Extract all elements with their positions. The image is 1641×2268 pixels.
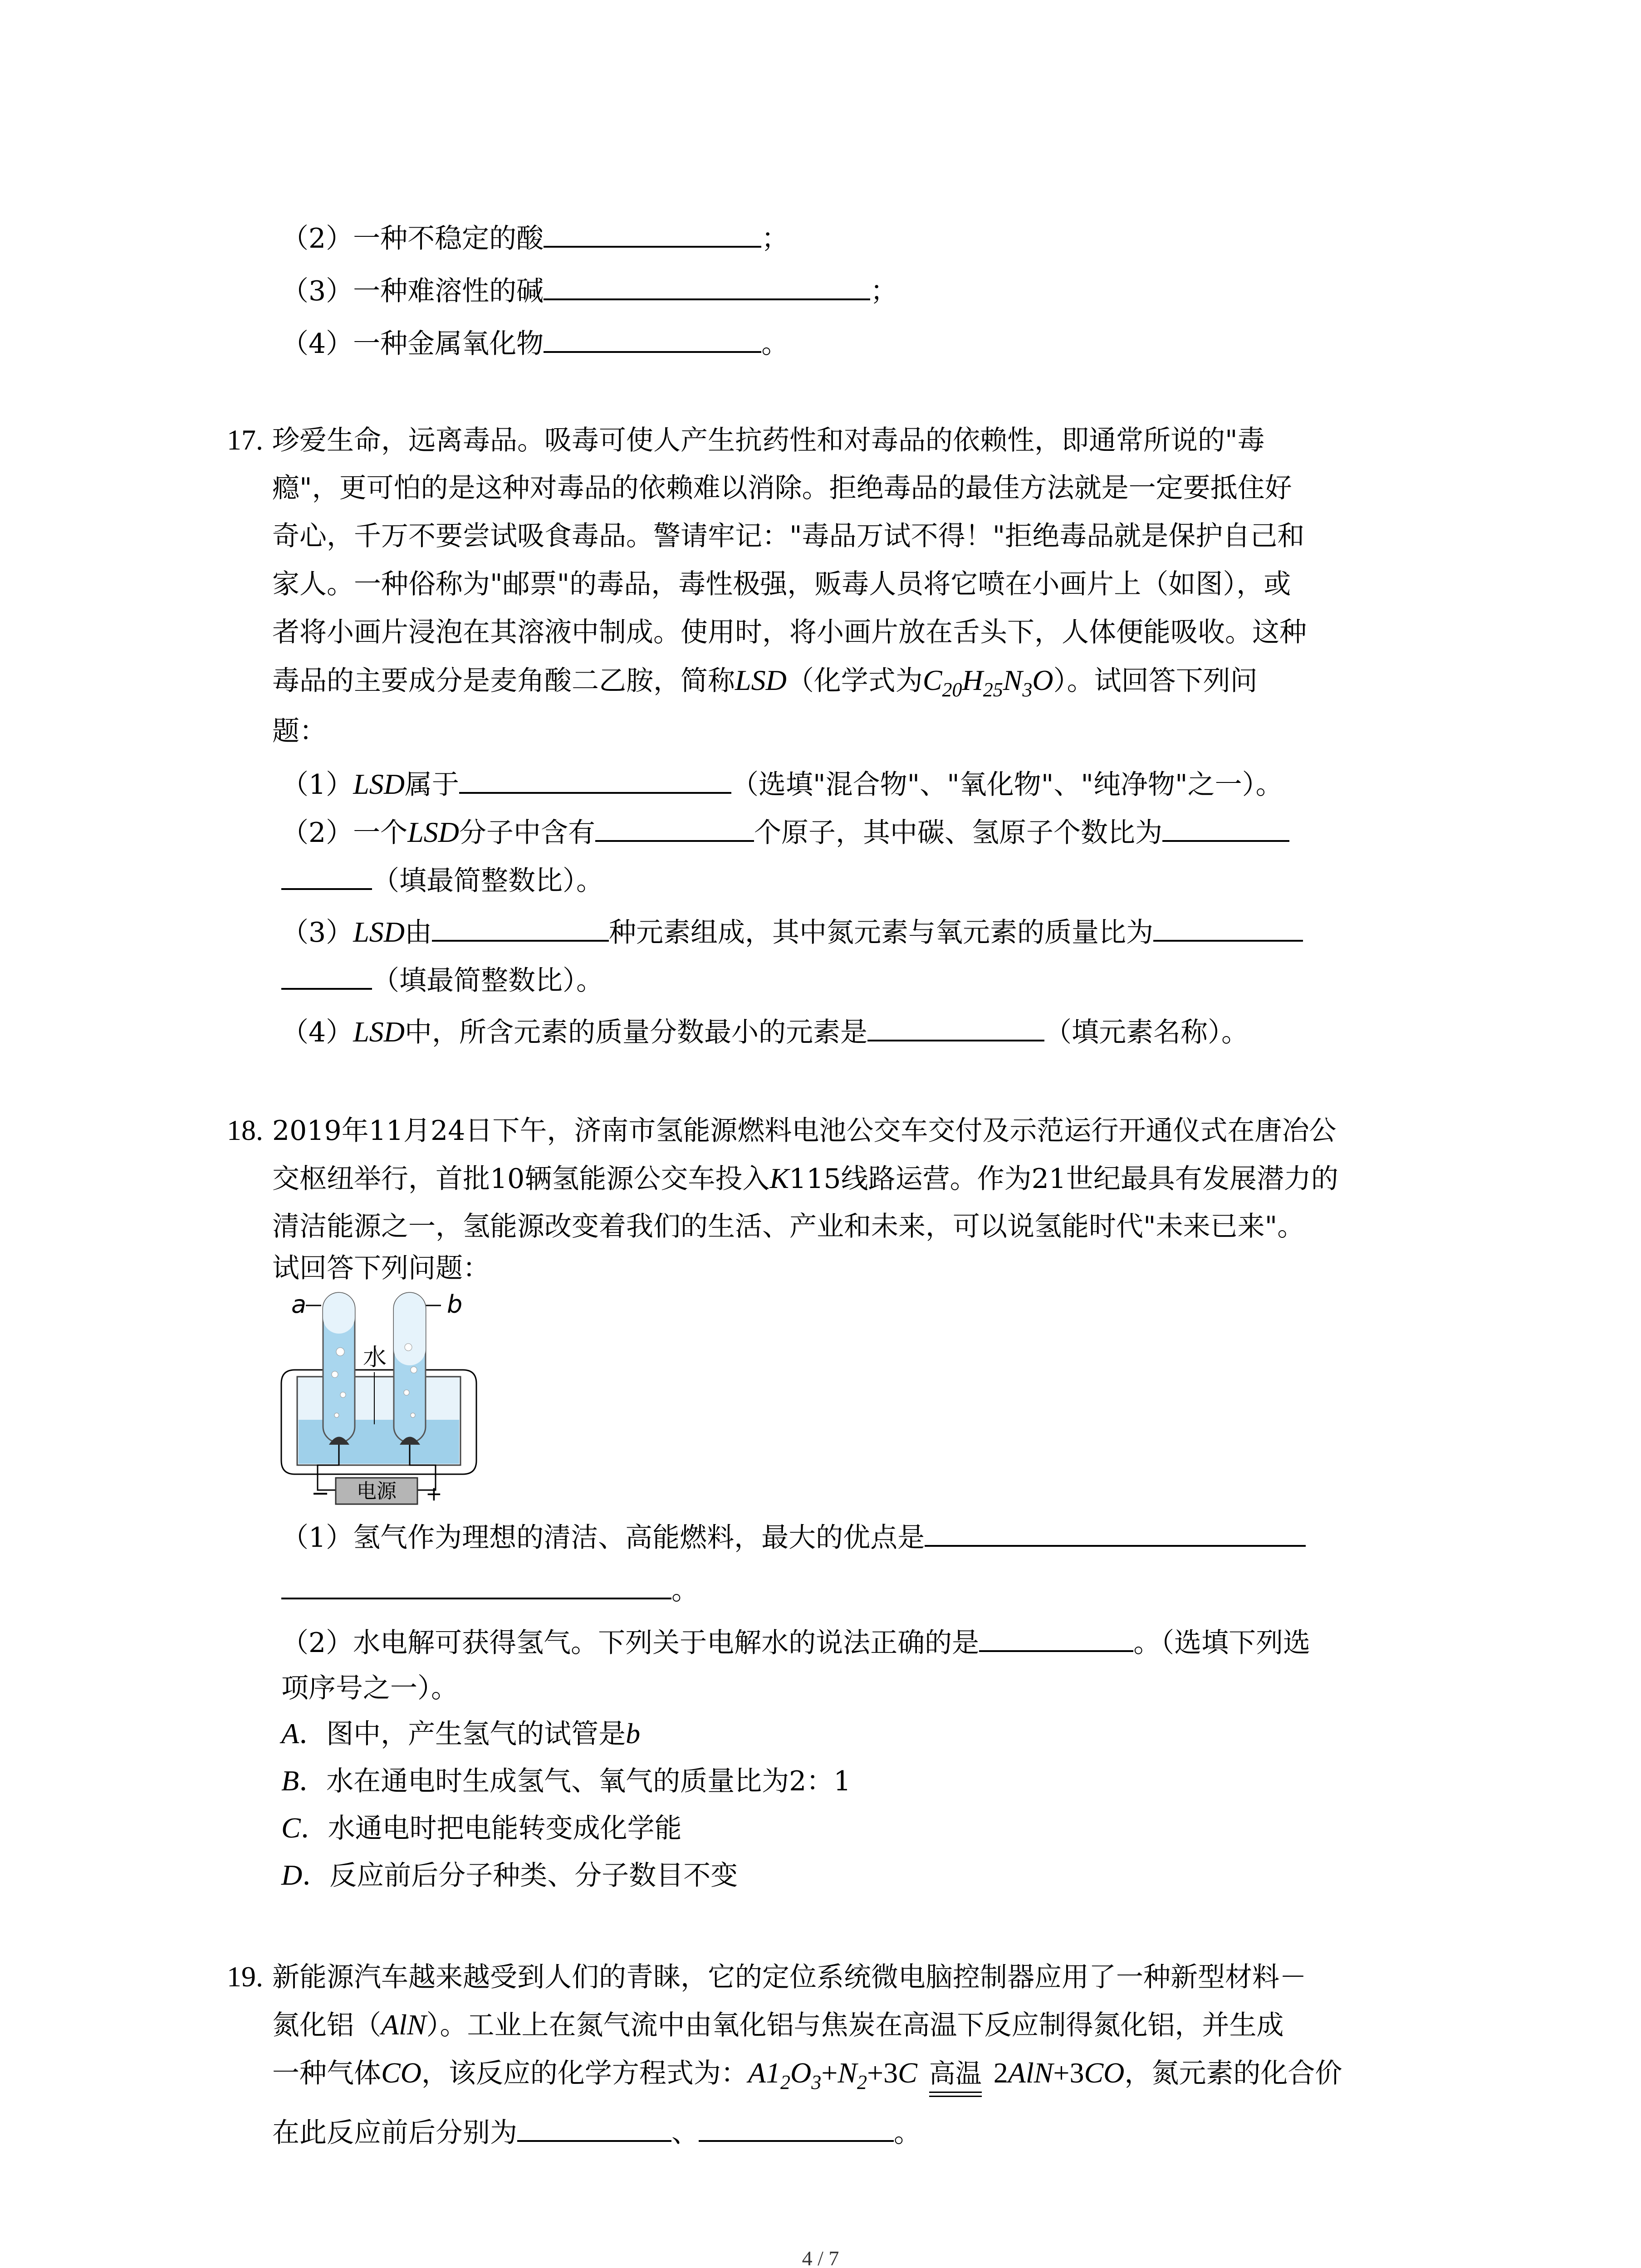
q17-line-5 (272, 614, 1307, 650)
gas-a (323, 1293, 355, 1334)
tube-label-b: b (447, 1290, 463, 1319)
q18-line-4: 试回答下列问题： (272, 1252, 490, 1284)
answer-blank[interactable] (281, 960, 372, 990)
answer-blank[interactable] (544, 270, 870, 300)
answer-blank[interactable] (544, 323, 761, 353)
electrolysis-apparatus-figure (272, 1284, 485, 1510)
lsd-abbr: LSD (353, 768, 405, 800)
water-label: 水 (363, 1344, 387, 1371)
q17-sub3: （3）LSD由 种元素组成，其中氮元素与氧元素的质量比为 (281, 912, 1303, 951)
chemical-equation: $A1_2O_3+N_2+3C$ (748, 2057, 917, 2093)
lsd-abbr: LSD (735, 664, 787, 696)
answer-blank[interactable] (544, 218, 761, 248)
q16-item4 (281, 323, 789, 362)
q17-sub3-cont: （填最简整数比）。 (281, 960, 603, 999)
q17-line-4 (272, 566, 1291, 602)
answer-blank[interactable] (459, 764, 731, 794)
q18-sub1-cont: 。 (281, 1569, 699, 1608)
bubble (405, 1344, 412, 1351)
q18-sub1: （1）氢气作为理想的清洁、高能燃料，最大的优点是 (281, 1517, 1306, 1556)
lsd-abbr: LSD (407, 816, 459, 848)
lsd-abbr: LSD (353, 916, 405, 948)
answer-blank[interactable] (867, 1012, 1044, 1041)
q18-option-b[interactable]: B．水在通电时生成氢气、氧气的质量比为2：1 (281, 1765, 851, 1797)
q18-line-1 (227, 1112, 1336, 1149)
bubble (334, 1413, 339, 1418)
q17-line-6 (272, 662, 1258, 699)
q19-number: 19. (227, 1960, 263, 1993)
q18-option-d[interactable]: D．反应前后分子种类、分子数目不变 (281, 1859, 738, 1892)
bubble (404, 1390, 409, 1395)
q17-sub2-cont: （填最简整数比）。 (281, 860, 603, 899)
power-source-label: 电源 (357, 1480, 397, 1503)
q17-sub4: （4）LSD中，所含元素的质量分数最小的元素是 （填元素名称）。 (281, 1012, 1249, 1051)
q16-item3 (281, 270, 897, 309)
q19-line-2: 氮化铝（AlN）。工业上在氮气流中由氧化铝与焦炭在高温下反应制得氮化铝，并生成 (272, 2009, 1284, 2041)
reaction-condition: 高温 (929, 2055, 982, 2093)
page-number: 4 / 7 (802, 2247, 839, 2268)
q16-item4-end: 。 (761, 328, 789, 360)
q18-option-a[interactable]: A．图中，产生氢气的试管是b (281, 1717, 641, 1750)
q16-item2 (281, 218, 789, 257)
answer-blank[interactable] (432, 912, 609, 942)
q17-text: 题： (272, 715, 327, 747)
q19-line-1: 19. 新能源汽车越来越受到人们的青睐，它的定位系统微电脑控制器应用了一种新型材料－ (227, 1959, 1307, 1995)
q16-item4-text: （4）一种金属氧化物 (281, 328, 544, 360)
answer-blank[interactable] (1162, 812, 1289, 842)
q17-text: ）。试回答下列问 (1053, 665, 1258, 697)
q17-text: （化学式为 (786, 665, 923, 697)
equation-products: 2AlN+3CO (993, 2057, 1125, 2089)
answer-blank[interactable] (281, 860, 372, 890)
q17-line-2 (272, 470, 1292, 506)
q16-item2-end: ； (761, 223, 789, 254)
q17-text: 毒品的主要成分是麦角酸二乙胺，简称 (272, 665, 735, 697)
q16-item3-end: ； (870, 275, 898, 307)
q17-line-3 (272, 518, 1304, 554)
bubble (411, 1413, 415, 1418)
answer-blank[interactable] (1153, 912, 1303, 942)
q18-option-c[interactable]: C．水通电时把电能转变成化学能 (281, 1812, 682, 1844)
answer-blank[interactable] (595, 812, 754, 842)
q18-sub2: （2）水电解可获得氢气。下列关于电解水的说法正确的是 。（选填下列选 (281, 1622, 1310, 1661)
q18-text: 2019年11月24日下午，济南市氢能源燃料电池公交车交付及示范运行开通仪式在唐冶公 (272, 1115, 1337, 1147)
negative-terminal: − (311, 1481, 330, 1506)
answer-blank[interactable] (699, 2112, 894, 2142)
bubble (340, 1392, 346, 1398)
answer-blank[interactable] (517, 2112, 671, 2142)
q18-sub2-cont: 项序号之一）。 (281, 1672, 458, 1704)
q17-text: 家人。一种俗称为"邮票"的毒品，毒性极强，贩毒人员将它喷在小画片上（如图），或 (272, 568, 1291, 600)
gas-b (394, 1293, 426, 1365)
q17-sub2: （2）一个LSD分子中含有 个原子，其中碳、氢原子个数比为 (281, 812, 1289, 851)
q19-line-4: 在此反应前后分别为 、 。 (272, 2112, 921, 2151)
q16-item2-text: （2）一种不稳定的酸 (281, 223, 544, 254)
q18-number: 18. (227, 1114, 263, 1146)
q17-text: 瘾"，更可怕的是这种对毒品的依赖难以消除。拒绝毒品的最佳方法就是一定要抵住好 (272, 472, 1292, 504)
lsd-abbr: LSD (353, 1016, 405, 1048)
q17-number: 17. (227, 424, 263, 456)
lsd-formula: $C_{20}H_{25}N_3O$ (922, 664, 1053, 701)
tube-label-a: a (291, 1290, 307, 1319)
q18-line-2: 交枢纽举行，首批10辆氢能源公交车投入K115线路运营。作为21世纪最具有发展潜力的 (272, 1162, 1338, 1195)
bubble (336, 1348, 344, 1356)
q17-line-1 (227, 422, 1265, 459)
q18-line-3: 清洁能源之一，氢能源改变着我们的生活、产业和未来，可以说氢能时代"未来已来"。 (272, 1211, 1305, 1242)
q17-line-7 (272, 713, 327, 749)
answer-blank[interactable] (281, 1569, 671, 1599)
q17-text: 者将小画片浸泡在其溶液中制成。使用时，将小画片放在舌头下，人体便能吸收。这种 (272, 616, 1307, 648)
answer-blank[interactable] (979, 1622, 1133, 1652)
bubble (411, 1367, 417, 1373)
q17-text: 珍爱生命，远离毒品。吸毒可使人产生抗药性和对毒品的依赖性，即通常所说的"毒 (272, 425, 1265, 456)
answer-blank[interactable] (925, 1517, 1306, 1547)
q16-item3-text: （3）一种难溶性的碱 (281, 275, 544, 307)
q17-text: 奇心，千万不要尝试吸食毒品。警请牢记："毒品万试不得！"拒绝毒品就是保护自己和 (272, 520, 1305, 552)
q19-line-3: 一种气体CO，该反应的化学方程式为：$A1_2O_3+N_2+3C$ 高温 2AlN+3CO，氮元素的化合价 (272, 2055, 1342, 2093)
bubble (332, 1371, 338, 1378)
positive-terminal: + (426, 1482, 442, 1505)
q17-sub1: （1）LSD属于 （选填"混合物"、"氧化物"、"纯净物"之一）。 (281, 764, 1283, 803)
